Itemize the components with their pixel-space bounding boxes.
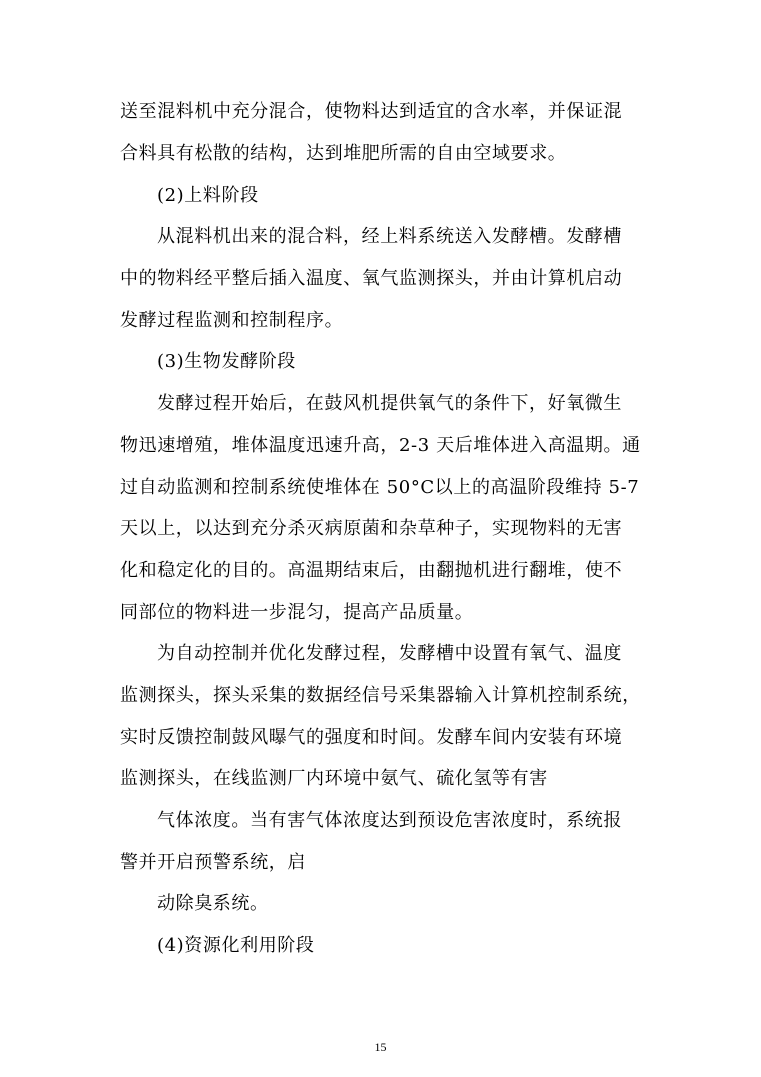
body-text-line: 为自动控制并优化发酵过程，发酵槽中设置有氧气、温度 (157, 643, 622, 664)
body-text-line: 发酵过程开始后，在鼓风机提供氧气的条件下，好氧微生 (157, 393, 622, 414)
body-text-line: 从混料机出来的混合料，经上料系统送入发酵槽。发酵槽 (157, 226, 622, 247)
body-text-line: 警并开启预警系统，启 (120, 852, 306, 873)
body-text-line: 发酵过程监测和控制程序。 (120, 310, 344, 331)
section-heading: (4)资源化利用阶段 (157, 935, 315, 956)
section-heading: (2)上料阶段 (157, 185, 259, 206)
body-text-line: 中的物料经平整后插入温度、氧气监测探头，并由计算机启动 (120, 268, 623, 289)
body-text-line: 过自动监测和控制系统使堆体在 50°C以上的高温阶段维持 5-7 (120, 477, 640, 498)
body-text-line: 物迅速增殖，堆体温度迅速升高，2-3 天后堆体进入高温期。通 (120, 435, 641, 456)
page-number: 15 (374, 1040, 387, 1054)
body-text-line: 合料具有松散的结构，达到堆肥所需的自由空域要求。 (120, 143, 567, 164)
body-text-line: 动除臭系统。 (157, 893, 269, 914)
body-text-line: 化和稳定化的目的。高温期结束后，由翻抛机进行翻堆，使不 (120, 560, 623, 581)
body-text-line: 监测探头，在线监测厂内环境中氨气、硫化氢等有害 (120, 768, 548, 789)
body-text-line: 实时反馈控制鼓风曝气的强度和时间。发酵车间内安装有环境 (120, 727, 623, 748)
body-text-line: 送至混料机中充分混合，使物料达到适宜的含水率，并保证混 (120, 101, 623, 122)
section-heading: (3)生物发酵阶段 (157, 351, 296, 372)
body-text-line: 监测探头，探头采集的数据经信号采集器输入计算机控制系统， (120, 685, 641, 706)
body-text-line: 同部位的物料进一步混匀，提高产品质量。 (120, 602, 474, 623)
body-text-line: 气体浓度。当有害气体浓度达到预设危害浓度时，系统报 (157, 810, 622, 831)
body-text-line: 天以上，以达到充分杀灭病原菌和杂草种子，实现物料的无害 (120, 518, 623, 539)
